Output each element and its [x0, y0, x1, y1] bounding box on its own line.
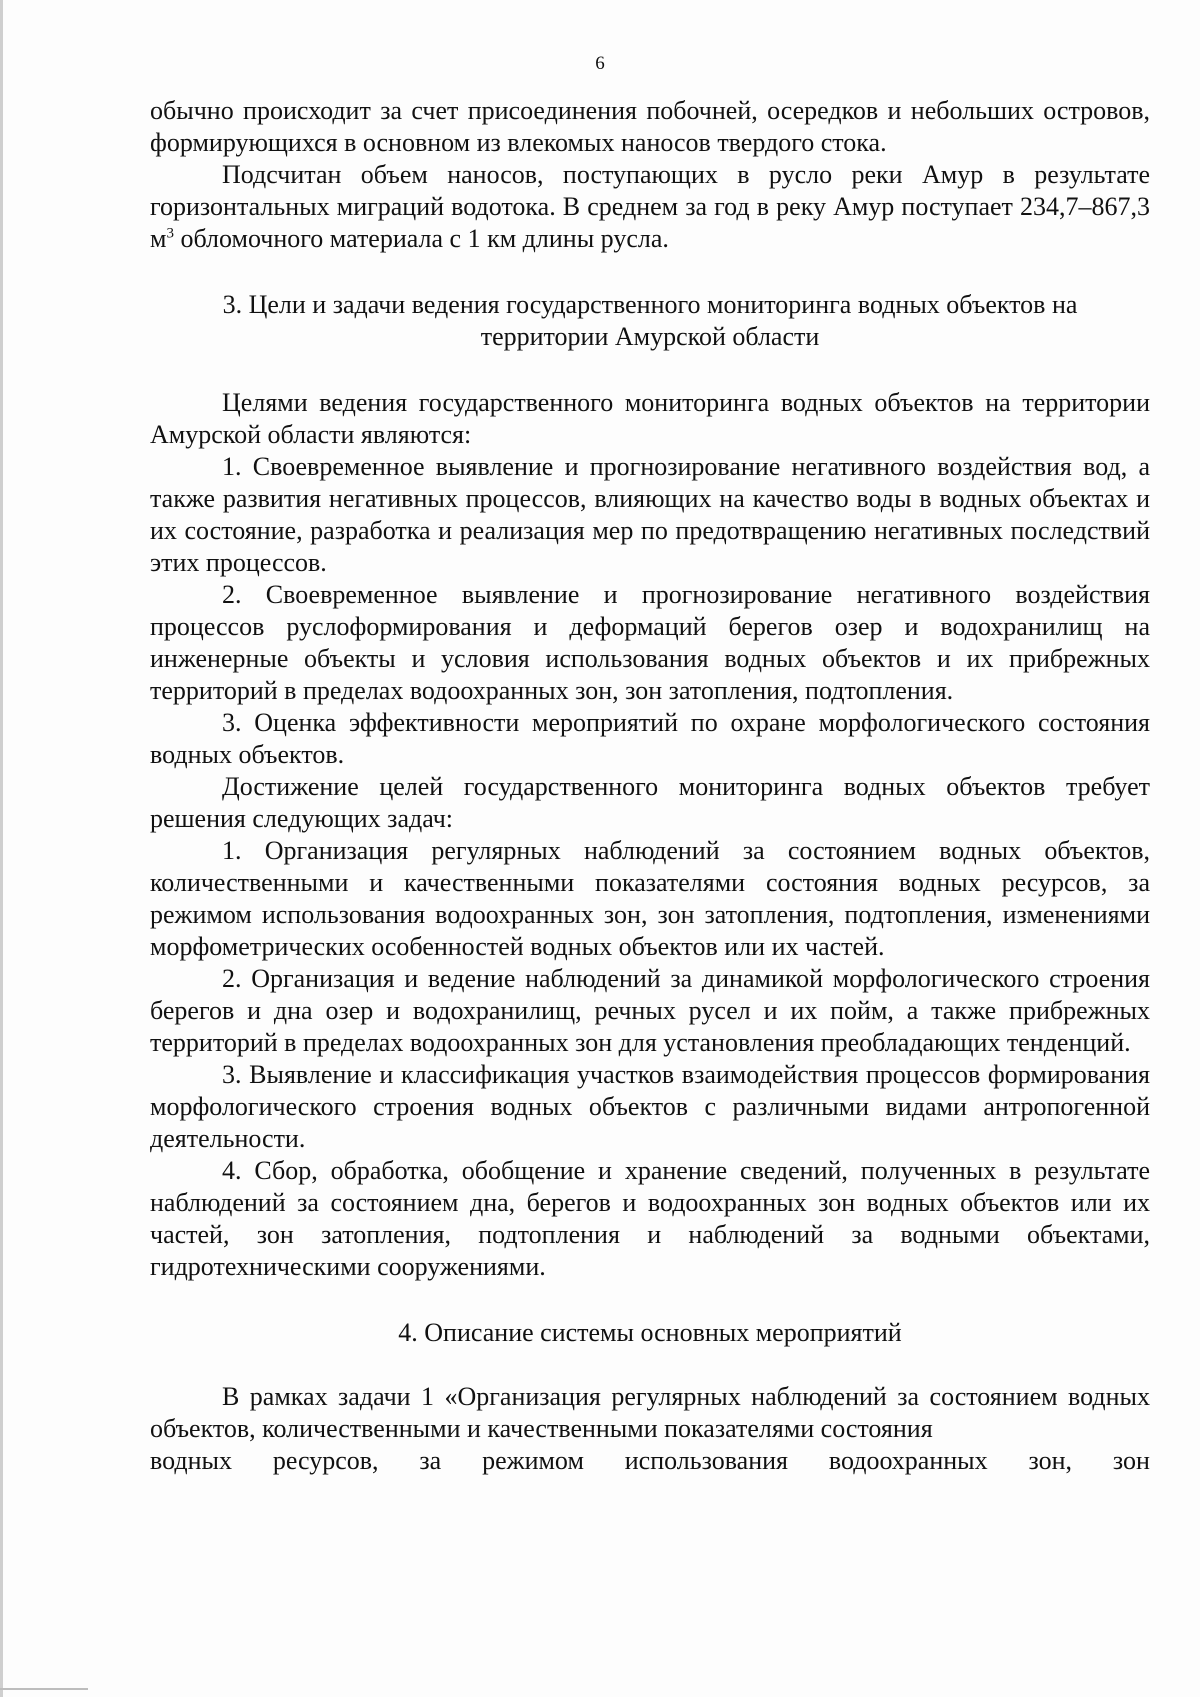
- section-3-title-line-1: 3. Цели и задачи ведения государственного мониторинга водных объектов на: [222, 290, 1078, 319]
- task-item-4: 4. Сбор, обработка, обобщение и хранение сведений, полученных в результате наблюдений за состоянием дна, берегов и водоохранных зон водных объектов или их частей, зон затопления, подтопления и наблюдений за водными объектами, гидротехническими сооружениями.: [150, 1156, 1150, 1281]
- tail-word: ресурсов,: [272, 1446, 379, 1475]
- tail-word: зон,: [1028, 1446, 1073, 1475]
- scan-edge-mark: [0, 1688, 88, 1690]
- scan-left-edge: [0, 0, 3, 1697]
- task-item-3: 3. Выявление и классификация участков взаимодействия процессов формирования морфологического строения водных объектов с различными видами антропогенной деятельности.: [150, 1060, 1150, 1153]
- sediment-text-a: Подсчитан объем наносов, поступающих в русло реки Амур в результате горизонтальных миграций водотока. В среднем за год в реку Амур поступает 234,7–867,3 м: [150, 160, 1150, 253]
- tail-word: водоохранных: [828, 1446, 988, 1475]
- tail-word: зон: [1112, 1446, 1150, 1475]
- paragraph-task-1-scope: В рамках задачи 1 «Организация регулярных наблюдений за состоянием водных объектов, количественными и качественными показателями состояния: [150, 1382, 1150, 1443]
- section-3-heading: [150, 289, 1150, 353]
- tail-word: режимом: [482, 1446, 584, 1475]
- cubic-superscript: 3: [166, 225, 174, 242]
- page-number: 6: [595, 53, 605, 74]
- tail-word: использования: [624, 1446, 789, 1475]
- paragraph-continuation: обычно происходит за счет присоединения побочней, осередков и небольших островов, формирующихся в основном из влекомых наносов твердого стока.: [150, 96, 1150, 157]
- goal-item-3: 3. Оценка эффективности мероприятий по охране морфологического состояния водных объектов.: [150, 708, 1150, 769]
- section-3-title-line-2: территории Амурской области: [480, 322, 820, 351]
- tail-word: за: [419, 1446, 442, 1475]
- paragraph-sediment-volume: [150, 159, 1150, 255]
- goal-item-1: 1. Своевременное выявление и прогнозирование негативного воздействия вод, а также развития негативных процессов, влияющих на качество воды в водных объектах и их состояние, разработка и реализация мер по предотвращению негативных последствий этих процессов.: [150, 452, 1150, 577]
- goals-intro: Целями ведения государственного мониторинга водных объектов на территории Амурской области являются:: [150, 388, 1150, 449]
- task-item-2: 2. Организация и ведение наблюдений за динамикой морфологического строения берегов и дна озер и водохранилищ, речных русел и их пойм, а также прибрежных территорий в пределах водоохранных зон для установления преобладающих тенденций.: [150, 964, 1150, 1057]
- goal-item-2: 2. Своевременное выявление и прогнозирование негативного воздействия процессов руслоформирования и деформаций берегов озер и водохранилищ на инженерные объекты и условия использования водных объектов и их прибрежных территорий в пределах водоохранных зон, зон затопления, подтопления.: [150, 580, 1150, 705]
- paragraph-tail-line: [150, 1445, 1150, 1477]
- document-body: [150, 95, 1150, 1477]
- tail-word: водных: [150, 1446, 232, 1475]
- tasks-intro: Достижение целей государственного мониторинга водных объектов требует решения следующих задач:: [150, 772, 1150, 833]
- sediment-text-b: обломочного материала с 1 км длины русла.: [173, 224, 669, 253]
- task-item-1: 1. Организация регулярных наблюдений за состоянием водных объектов, количественными и качественными показателями состояния водных ресурсов, за режимом использования водоохранных зон, зон затопления, подтопления, изменениями морфометрических особенностей водных объектов или их частей.: [150, 836, 1150, 961]
- section-4-heading: 4. Описание системы основных мероприятий: [398, 1318, 902, 1347]
